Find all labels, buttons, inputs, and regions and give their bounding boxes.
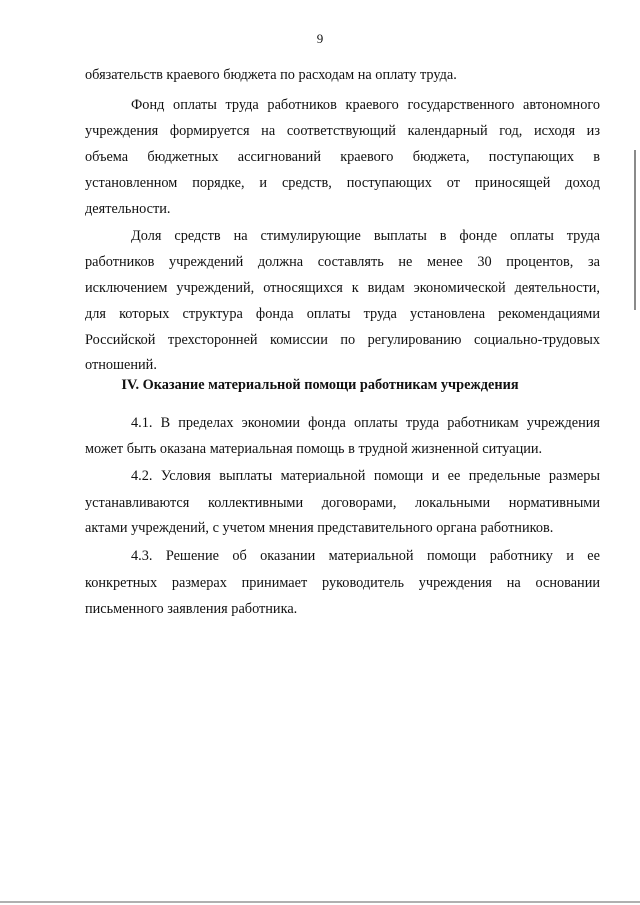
text-line: письменного заявления работника. [85, 601, 298, 617]
text-line: исключением учреждений, относящихся к видам экономической деятельности, [85, 280, 600, 296]
section-heading: IV. Оказание материальной помощи работникам учреждения [121, 377, 519, 393]
text-line: может быть оказана материальная помощь в трудной жизненной ситуации. [85, 441, 543, 457]
text-line: устанавливаются коллективными договорами, локальными нормативными [85, 495, 600, 511]
scan-edge [0, 901, 640, 903]
text-line: 4.3. Решение об оказании материальной помощи работнику и ее [131, 548, 600, 564]
page-number: 9 [316, 31, 324, 46]
scan-edge [634, 150, 636, 310]
text-line: отношений. [85, 357, 157, 373]
text-line: актами учреждений, с учетом мнения представительного органа работников. [85, 520, 554, 536]
text-line: 4.2. Условия выплаты материальной помощи и ее предельные размеры [131, 468, 600, 484]
text-line: деятельности. [85, 201, 171, 217]
text-line: 4.1. В пределах экономии фонда оплаты труда работникам учреждения [131, 415, 600, 431]
text-line: для которых структура фонда оплаты труда установлена рекомендациями [85, 306, 600, 322]
text-line: объема бюджетных ассигнований краевого бюджета, поступающих в [85, 149, 600, 165]
text-line: установленном порядке, и средств, поступающих от приносящей доход [85, 175, 600, 191]
text-line: Российской трехсторонней комиссии по регулированию социально-трудовых [85, 332, 600, 348]
text-line: обязательств краевого бюджета по расходам на оплату труда. [85, 67, 457, 83]
text-line: конкретных размерах принимает руководитель учреждения на основании [85, 575, 600, 591]
text-line: Фонд оплаты труда работников краевого государственного автономного [131, 97, 600, 113]
text-line: Доля средств на стимулирующие выплаты в фонде оплаты труда [131, 228, 600, 244]
text-line: работников учреждений должна составлять не менее 30 процентов, за [85, 254, 600, 270]
text-line: учреждения формируется на соответствующий календарный год, исходя из [85, 123, 600, 139]
